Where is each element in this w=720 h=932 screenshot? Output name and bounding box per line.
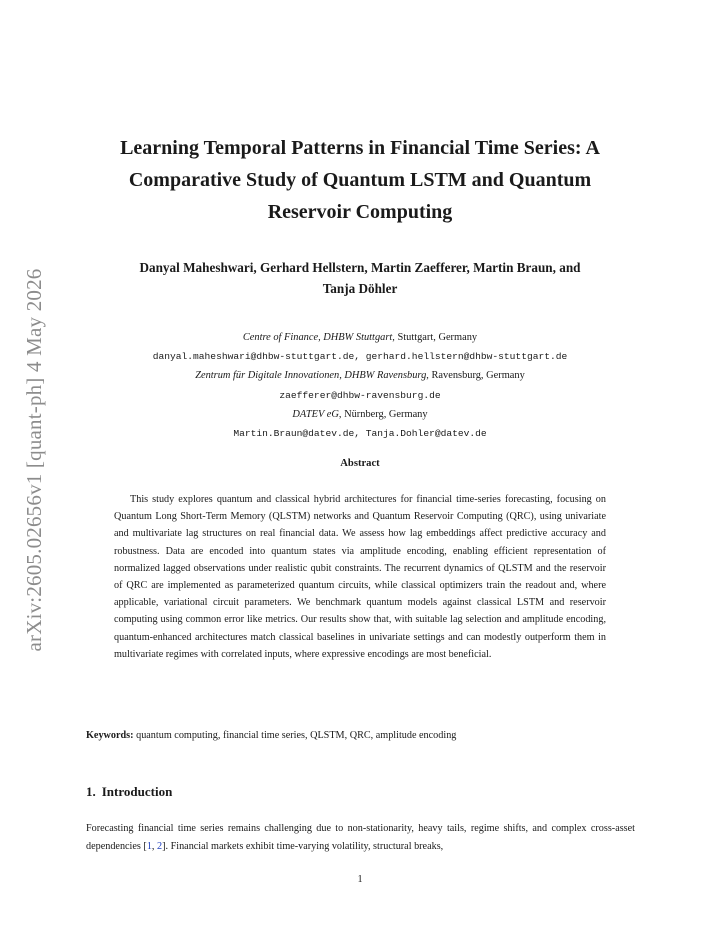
affiliations — [70, 328, 650, 443]
authors-line-1: Danyal Maheshwari, Gerhard Hellstern, Martin Zaefferer, Martin Braun, and — [139, 260, 581, 275]
intro-text-3: ]. Financial markets exhibit time-varying volatility, structural breaks, — [162, 841, 444, 852]
intro-text-2: , — [151, 841, 157, 852]
arxiv-stamp: arXiv:2605.02656v1 [quant-ph] 4 May 2026 — [22, 268, 46, 652]
affiliation-2-institution: Zentrum für Digitale Innovationen, DHBW Ravensburg — [195, 370, 427, 382]
affiliation-2-place: , Ravensburg, Germany — [426, 370, 525, 382]
section-title: Introduction — [101, 784, 173, 799]
section-number: 1. — [86, 784, 96, 799]
page-number: 1 — [357, 874, 363, 885]
title-line-3: Reservoir Computing — [267, 201, 453, 223]
paper-title — [70, 132, 650, 228]
section-heading — [86, 784, 178, 800]
affiliation-1-place: , Stuttgart, Germany — [392, 332, 478, 343]
intro-paragraph — [86, 820, 635, 856]
title-line-2: Comparative Study of Quantum LSTM and Quantum — [128, 169, 592, 191]
authors-line-2: Tanja Döhler — [322, 281, 398, 296]
affiliation-2 — [70, 366, 650, 385]
keywords-label: Keywords: — [86, 730, 134, 741]
affiliation-3 — [70, 405, 650, 424]
affiliation-1-emails[interactable]: danyal.maheshwari@dhbw-stuttgart.de, gerhard.hellstern@dhbw-stuttgart.de — [152, 351, 568, 363]
author-list — [70, 257, 650, 299]
title-line-1: Learning Temporal Patterns in Financial Time Series: A — [120, 137, 600, 159]
affiliation-2-emails[interactable]: zaefferer@dhbw-ravensburg.de — [279, 389, 441, 401]
keywords — [86, 730, 646, 741]
affiliation-1-institution: Centre of Finance, DHBW Stuttgart — [242, 332, 393, 343]
affiliation-3-place: , Nürnberg, Germany — [338, 408, 428, 420]
abstract-body: This study explores quantum and classical hybrid architectures for financial time-series forecasting, focusing on Quantum Long Short-Term Memory (QLSTM) networks and Quantum Reservoir Computing (QRC), using univariate and multivariate lag structures on real financial data. We assess how lag embeddings affect predictive accuracy and robustness. Data are encoded into quantum states via amplitude encoding, enabling efficient representation of normalized lagged observations under realistic qubit constraints. The recurrent dynamics of QLSTM and the reservoir of QRC are implemented as parameterized quantum circuits, while classical optimizers train the readout and, where applicable, variational circuit parameters. We benchmark quantum models against classical LSTM and reservoir computing using common error like metrics. Our results show that, with suitable lag selection and amplitude encoding, quantum-enhanced architectures match classical baselines in univariate settings and can modestly outperform them in multivariate regimes with correlated inputs, where expressive encodings are most beneficial. — [114, 494, 606, 660]
affiliation-1 — [70, 328, 650, 347]
citation-link-2[interactable]: 2 — [157, 841, 163, 852]
affiliation-3-institution: DATEV eG — [292, 408, 339, 420]
affiliation-3-emails[interactable]: Martin.Braun@datev.de, Tanja.Dohler@datev.de — [233, 428, 487, 440]
keywords-text: quantum computing, financial time series, QLSTM, QRC, amplitude encoding — [136, 730, 457, 741]
intro-text-1: Forecasting financial time series remains challenging due to non-stationarity, heavy tails, regime shifts, and complex cross-asset dependencies [ — [86, 823, 635, 852]
citation-link-1[interactable]: 1 — [146, 841, 152, 852]
abstract-heading: Abstract — [340, 458, 380, 469]
